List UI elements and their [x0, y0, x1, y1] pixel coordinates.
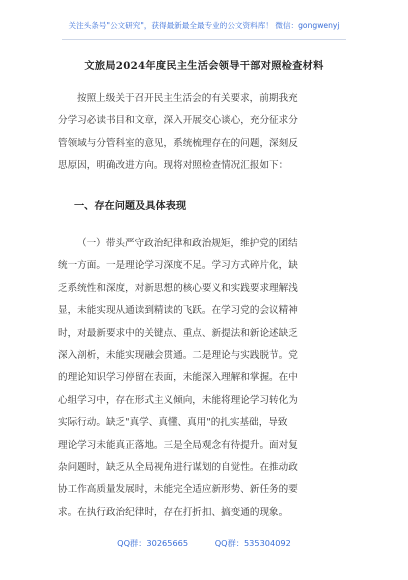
- item-paragraph: [58, 233, 338, 524]
- header-divider: [62, 39, 346, 40]
- footer-qq-group-2: QQ群：535304092: [214, 538, 291, 548]
- page-header-banner: 关注头条号"公文研究"，获得最新最全最专业的公文资料库！ 微信：gongwenyj: [68, 21, 340, 30]
- section-heading: 一、存在问题及具体表现: [74, 201, 187, 212]
- item-line: 的理论知识学习停留在表面，未能深入理解和掌握。在中: [58, 372, 298, 384]
- intro-line: 管领域与分管科室的意见，系统梳理存在的问题，深刻反: [58, 137, 298, 149]
- item-line: 显，未能实现从通读到精读的飞跃。在学习党的会议精神: [58, 305, 298, 317]
- item-line: 乏系统性和深度，对新思想的核心要义和实践要求理解浅: [58, 282, 298, 294]
- item-line: 协工作高质量发展时，未能完全适应新形势、新任务的要: [58, 484, 298, 496]
- item-line: 深入剖析，未能实现融会贯通。二是理论与实践脱节。党: [58, 350, 298, 362]
- footer-qq-group-1: QQ群：30265665: [117, 538, 189, 548]
- intro-paragraph: [58, 88, 338, 178]
- document-title: 文旅局2024年度民主生活会领导干部对照检查材料: [84, 60, 324, 72]
- page-footer: [0, 538, 408, 549]
- item-line: 理论学习未能真正落地。三是全局观念有待提升。面对复: [58, 439, 298, 451]
- item-line: 统一方面。一是理论学习深度不足。学习方式碎片化，缺: [58, 260, 298, 272]
- item-line: 心组学习中，存在形式主义倾向，未能将理论学习转化为: [58, 394, 298, 406]
- item-line: （一）带头严守政治纪律和政治规矩，维护党的团结: [77, 238, 298, 249]
- item-line: 杂问题时，缺乏从全局视角进行谋划的自觉性。在推动政: [58, 462, 298, 474]
- intro-line: 分学习必读书目和文章，深入开展交心谈心，充分征求分: [58, 115, 298, 127]
- intro-line: 按照上级关于召开民主生活会的有关要求，前期我充: [77, 93, 298, 104]
- item-line: 实际行动。缺乏"真学、真懂、真用"的扎实基础，导致: [58, 417, 288, 429]
- intro-line: 思原因，明确改进方向。现将对照检查情况汇报如下：: [58, 160, 289, 172]
- item-line: 时，对最新要求中的关键点、重点、新提法和新论述缺乏: [58, 327, 298, 339]
- item-line: 求。在执行政治纪律时，存在打折扣、搞变通的现象。: [58, 506, 289, 518]
